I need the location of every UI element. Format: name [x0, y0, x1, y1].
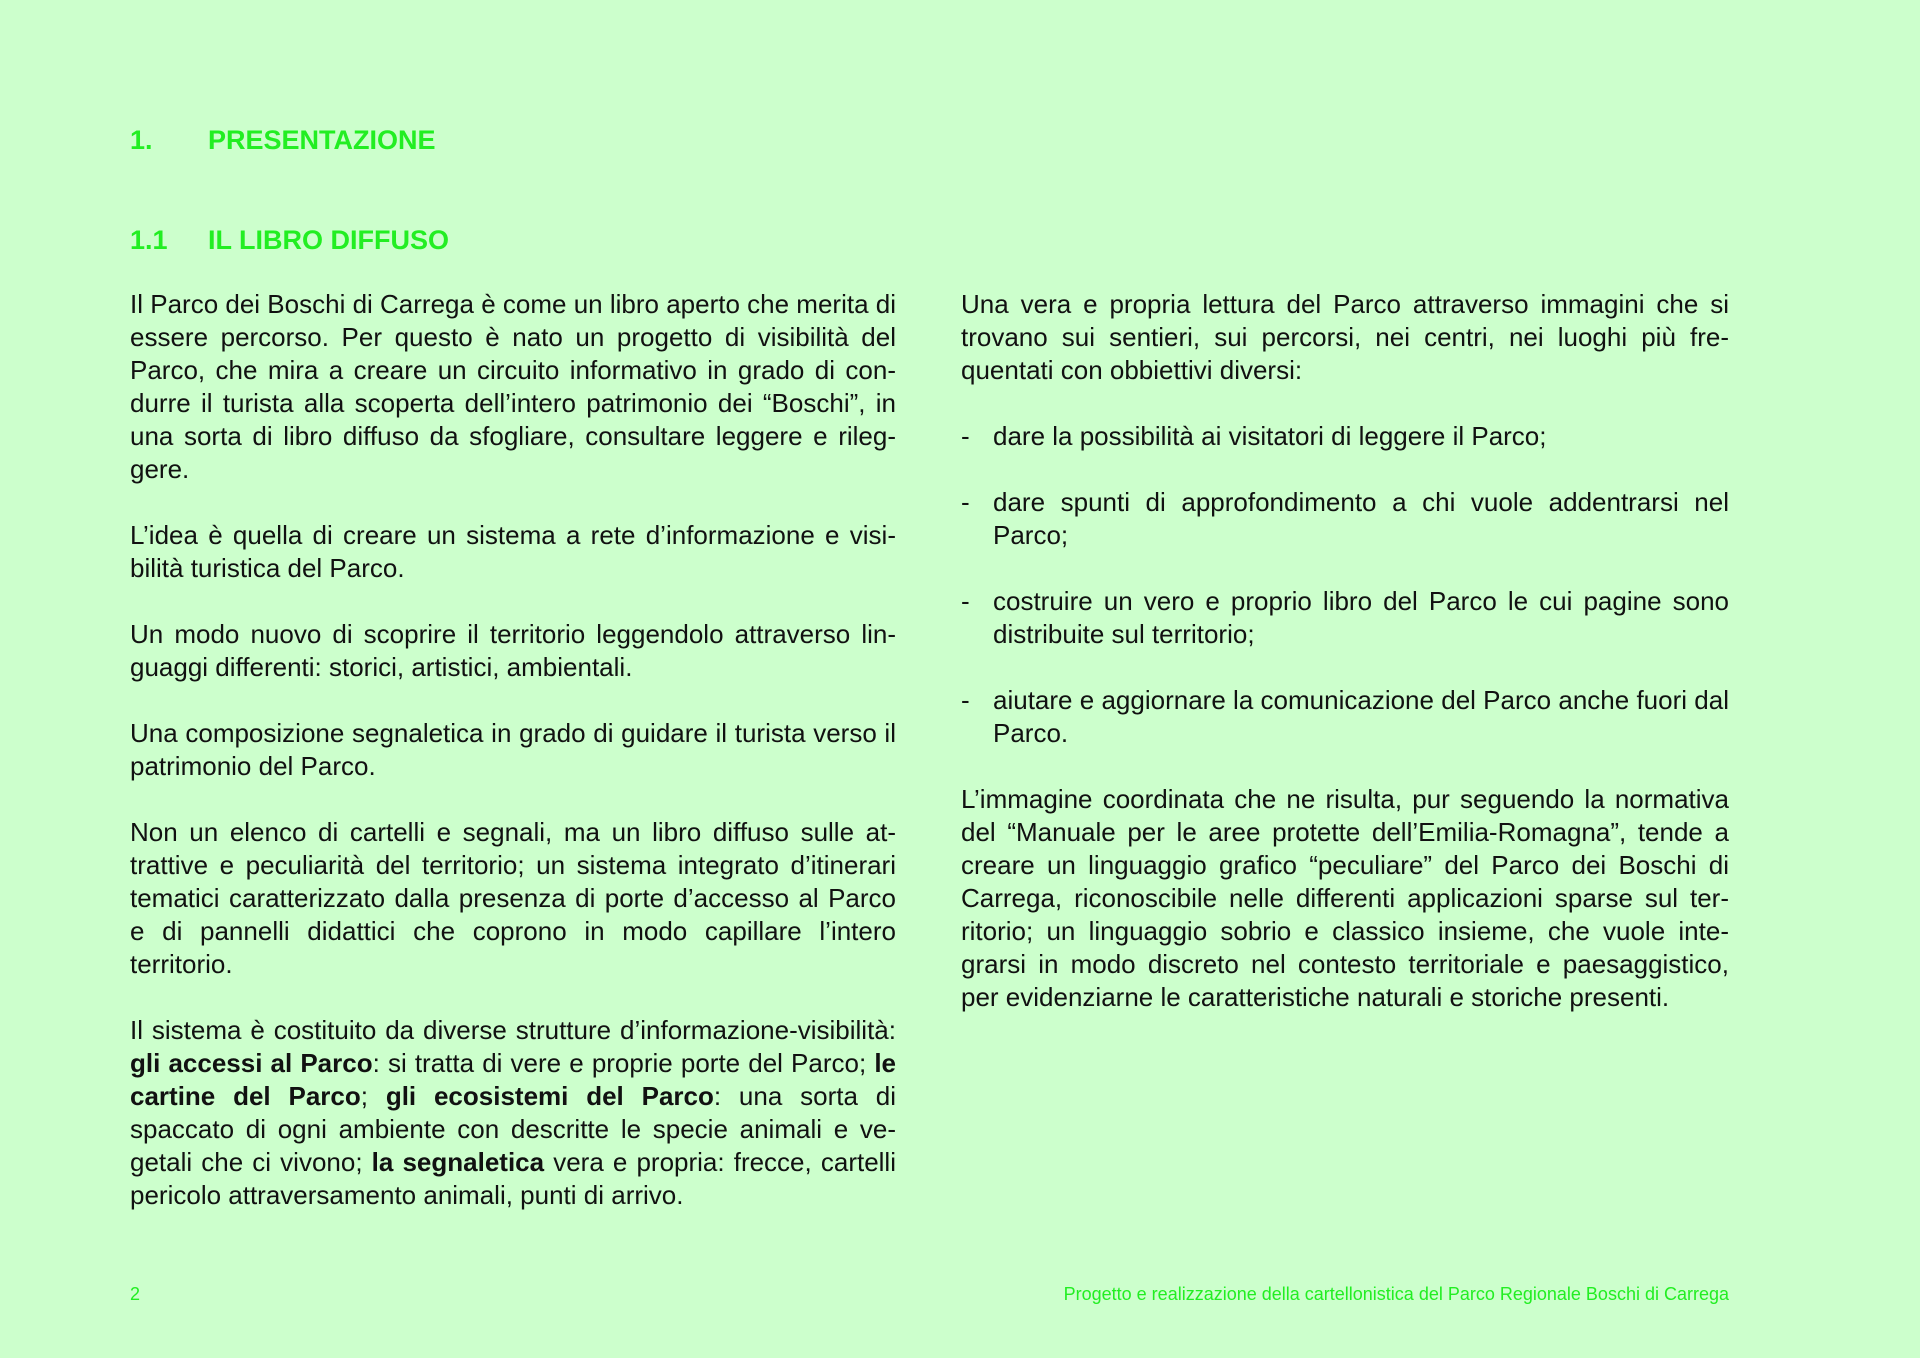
list-item-text: dare la possibilità ai visitatori di leggere il Parco; — [993, 421, 1547, 451]
paragraph-idea: L’idea è quella di creare un sistema a rete d’informazione e visibilità turistica del Parco. — [130, 520, 896, 583]
footer-title: Progetto e realizzazione della cartellonistica del Parco Regionale Boschi di Carrega — [1063, 1284, 1729, 1304]
paragraph-reading: Una vera e propria lettura del Parco attraverso immagini che si trovano sui sentieri, sui percorsi, nei centri, nei luoghi più frequentati con obbiettivi diversi: — [961, 289, 1729, 385]
system-text-1: Il sistema è costituito da diverse strutture d’informazione-visibilità: — [130, 1015, 896, 1045]
paragraph-composition: Una composizione segnaletica in grado di guidare il turista verso il patrimonio del Parco. — [130, 718, 896, 781]
left-column — [130, 288, 896, 1212]
list-item — [961, 585, 1729, 651]
list-item-text: aiutare e aggiornare la comunicazione del Parco anche fuori dal Parco. — [993, 685, 1729, 748]
dash-marker: - — [961, 685, 970, 715]
system-bold-ecosistemi: gli ecosistemi del Parco — [385, 1081, 714, 1111]
objectives-list — [961, 420, 1729, 750]
list-item — [961, 684, 1729, 750]
paragraph-intro: Il Parco dei Boschi di Carrega è come un libro aperto che merita di essere percorso. Per questo è nato un progetto di visibilità del Parco, che mira a creare un circuito informativo in grado di condurre il turista alla scoperta dell’intero patrimonio dei “Boschi”, in una sorta di libro diffuso da sfogliare, consultare leggere e rileggere. — [130, 289, 896, 484]
paragraph-new-way: Un modo nuovo di scoprire il territorio leggendolo attraverso linguaggi differenti: storici, artistici, ambientali. — [130, 619, 896, 682]
system-bold-accessi: gli accessi al Parco — [130, 1048, 373, 1078]
system-text-4: : una sorta di spaccato di ogni ambiente con descritte le specie animali e vegetali che ci vivono; — [130, 1081, 897, 1177]
system-text-3: ; — [360, 1081, 386, 1111]
subsection-title: IL LIBRO DIFFUSO — [208, 225, 449, 255]
subsection-number: 1.1 — [130, 225, 168, 255]
paragraph-not-a-list: Non un elenco di cartelli e segnali, ma un libro diffuso sulle attrattive e peculiarità del territorio; un sistema integrato d’itinerari tematici caratterizzato dalla presenza di porte d’accesso al Parco e di pannelli didattici che coprono in modo capillare l’intero territorio. — [130, 817, 896, 979]
paragraph-system — [130, 1014, 896, 1212]
system-bold-segnaletica: la segnaletica — [371, 1147, 545, 1177]
list-item — [961, 486, 1729, 552]
section-title: PRESENTAZIONE — [208, 125, 436, 155]
list-item — [961, 420, 1729, 453]
right-column — [961, 288, 1729, 1014]
dash-marker: - — [961, 421, 970, 451]
page-number: 2 — [130, 1284, 141, 1304]
system-bold-cartine: le cartine del Parco — [130, 1048, 896, 1111]
list-item-text: costruire un vero e proprio libro del Parco le cui pagine sono distribuite sul territorio; — [993, 586, 1729, 649]
system-text-5: vera e propria: frecce, cartelli pericolo attraversamento animali, punti di arrivo. — [130, 1147, 896, 1210]
section-number: 1. — [130, 125, 153, 155]
subsection-heading — [130, 224, 449, 256]
list-item-text: dare spunti di approfondimento a chi vuole addentrarsi nel Parco; — [993, 487, 1729, 550]
dash-marker: - — [961, 586, 970, 616]
paragraph-coordinated-image: L’immagine coordinata che ne risulta, pur seguendo la normativa del “Manuale per le aree protette dell’Emilia-Romagna”, tende a creare un linguaggio grafico “peculiare” del Parco dei Boschi di Carrega, riconoscibile nelle differenti applicazioni sparse sul territorio; un linguaggio sobrio e classico insieme, che vuole integrarsi in modo discreto nel contesto territoriale e paesaggistico, per evidenziarne le caratteristiche naturali e storiche presenti. — [961, 784, 1729, 1012]
dash-marker: - — [961, 487, 970, 517]
section-heading — [130, 124, 436, 156]
system-text-2: : si tratta di vere e proprie porte del Parco; — [372, 1048, 875, 1078]
